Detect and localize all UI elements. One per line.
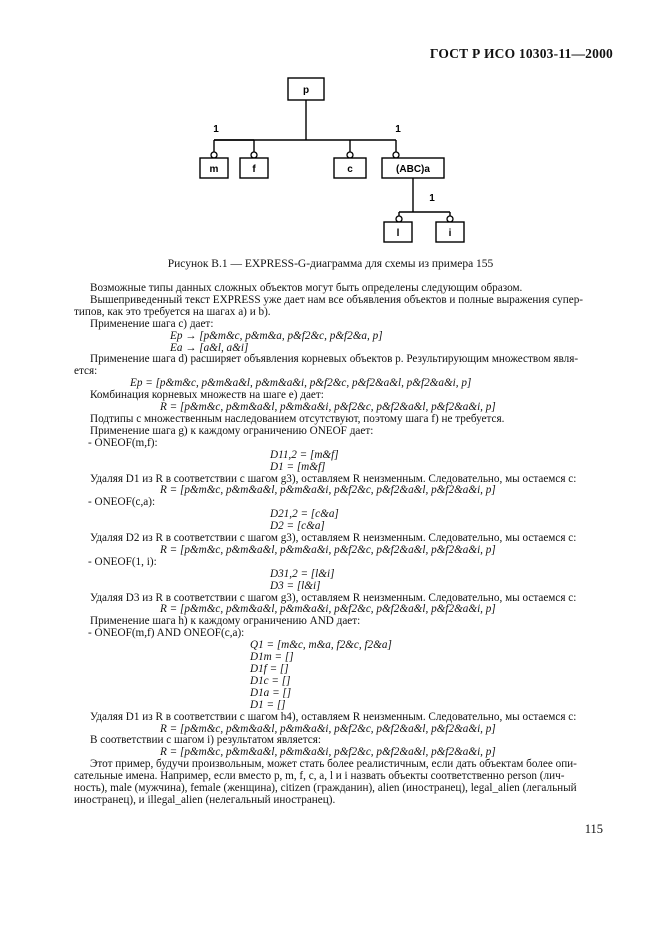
formula-line: D1f = [] xyxy=(250,663,289,675)
page-number: 115 xyxy=(584,822,603,836)
formula-line: R = [p&m&c, p&m&a&l, p&m&a&i, p&f2&c, p&f2&a&l, p&f2&a&i, p] xyxy=(160,484,496,497)
text-line: Применение шага g) к каждому ограничению ONEOF дает: xyxy=(90,424,374,437)
node-i-label: i xyxy=(448,228,452,239)
label-one-left: 1 xyxy=(213,124,219,135)
text-line: - ONEOF(m,f): xyxy=(88,436,158,449)
text-line: Применение шага d) расширяет объявления корневых объектов p. Результирующим множеством явля- xyxy=(90,353,579,366)
node-c-label: c xyxy=(347,164,353,175)
formula-line: Q1 = [m&c, m&a, f2&c, f2&a] xyxy=(250,639,392,652)
node-l-label: l xyxy=(396,228,400,239)
node-f-label: f xyxy=(252,164,256,175)
label-one-right: 1 xyxy=(395,124,401,135)
text-line: - ONEOF(c,a): xyxy=(88,496,156,509)
text-line: Удаляя D1 из R в соответствии с шагом h4), оставляем R неизменным. Следовательно, мы остаемся с: xyxy=(90,710,577,723)
text-line: Удаляя D1 из R в соответствии с шагом g3), оставляем R неизменным. Следовательно, мы остаемся с: xyxy=(90,472,577,485)
node-m-label: m xyxy=(209,164,219,175)
formula-line: D31,2 = [l&i] xyxy=(270,567,335,580)
formula-line: R = [p&m&c, p&m&a&l, p&m&a&i, p&f2&c, p&f2&a&l, p&f2&a&i, p] xyxy=(160,603,496,616)
formula-line: R = [p&m&c, p&m&a&l, p&m&a&i, p&f2&c, p&f2&a&l, p&f2&a&i, p] xyxy=(160,746,496,759)
formula-line: Eр = [p&m&c, p&m&a&l, p&m&a&i, p&f2&c, p&f2&a&l, p&f2&a&i, p] xyxy=(130,377,472,390)
formula-line: D1 = [m&f] xyxy=(270,460,326,473)
text-line: - ONEOF(m,f) AND ONEOF(c,a): xyxy=(88,627,245,640)
text-line: Подтипы с множественным наследованием отсутствуют, поэтому шага f) не требуется. xyxy=(90,412,505,425)
text-line: Этот пример, будучи произвольным, может стать более реалистичным, если дать объектам более опи- xyxy=(90,758,577,771)
figure-caption: Рисунок В.1 — EXPRESS-G-диаграмма для схемы из примера 155 xyxy=(167,258,494,270)
text-line: иностранец), и illegal_alien (нелегальный иностранец). xyxy=(74,793,336,806)
formula-line: R = [p&m&c, p&m&a&l, p&m&a&i, p&f2&c, p&f2&a&l, p&f2&a&i, p] xyxy=(160,543,496,556)
body-text xyxy=(74,282,596,807)
formula-line: R = [p&m&c, p&m&a&l, p&m&a&i, p&f2&c, p&f2&a&l, p&f2&a&i, p] xyxy=(160,401,496,414)
formula-line: D21,2 = [c&a] xyxy=(270,508,339,521)
text-line: Удаляя D2 из R в соответствии с шагом g3), оставляем R неизменным. Следовательно, мы остаемся с: xyxy=(90,532,577,545)
formula-line: D1 = [] xyxy=(250,698,286,711)
formula-line: D1c = [] xyxy=(250,674,291,687)
text-line: В соответствии с шагом i) результатом является: xyxy=(90,734,321,747)
text-line: сательные имена. Например, если вместо p, m, f, c, a, l и i назвать объекты соответственно person (лич- xyxy=(74,770,565,783)
text-line: ется: xyxy=(74,365,98,378)
text-line: Применение шага h) к каждому ограничению AND дает: xyxy=(90,615,361,628)
formula-line: D2 = [c&a] xyxy=(270,520,325,533)
text-line: ность), male (мужчина), female (женщина), citizen (гражданин), alien (иностранец), legal_alien (легальный xyxy=(74,782,577,795)
formula-line: R = [p&m&c, p&m&a&l, p&m&a&i, p&f2&c, p&f2&a&l, p&f2&a&i, p] xyxy=(160,722,496,735)
text-line: Возможные типы данных сложных объектов могут быть определены следующим образом. xyxy=(90,282,523,294)
text-line: - ONEOF(1, i): xyxy=(88,555,157,568)
formula-line: Ea → [a&l, a&i] xyxy=(170,341,249,354)
formula-line: D11,2 = [m&f] xyxy=(270,448,339,461)
formula-line: Eр → [p&m&c, p&m&a, p&f2&c, p&f2&a, p] xyxy=(170,329,383,342)
node-abc-a-label: (ABC)a xyxy=(396,164,430,175)
text-line: Вышеприведенный текст EXPRESS уже дает нам все объявления объектов и полные выражения супер- xyxy=(90,293,584,306)
text-line: Комбинация корневых множеств на шаге е) дает: xyxy=(90,389,324,402)
node-p-label: p xyxy=(302,85,310,96)
text-line: Удаляя D3 из R в соответствии с шагом g3), оставляем R неизменным. Следовательно, мы остаемся с: xyxy=(90,591,577,604)
text-line: типов, как это требуется на шагах а) и b). xyxy=(74,305,271,318)
formula-line: D1a = [] xyxy=(250,686,292,699)
formula-line: D1m = [] xyxy=(250,651,294,664)
document-header: ГОСТ Р ИСО 10303-11—2000 xyxy=(429,46,613,61)
express-g-diagram xyxy=(0,0,661,260)
formula-line: D3 = [l&i] xyxy=(270,579,321,592)
text-line: Применение шага с) дает: xyxy=(90,317,214,330)
label-one-lower: 1 xyxy=(429,193,435,204)
